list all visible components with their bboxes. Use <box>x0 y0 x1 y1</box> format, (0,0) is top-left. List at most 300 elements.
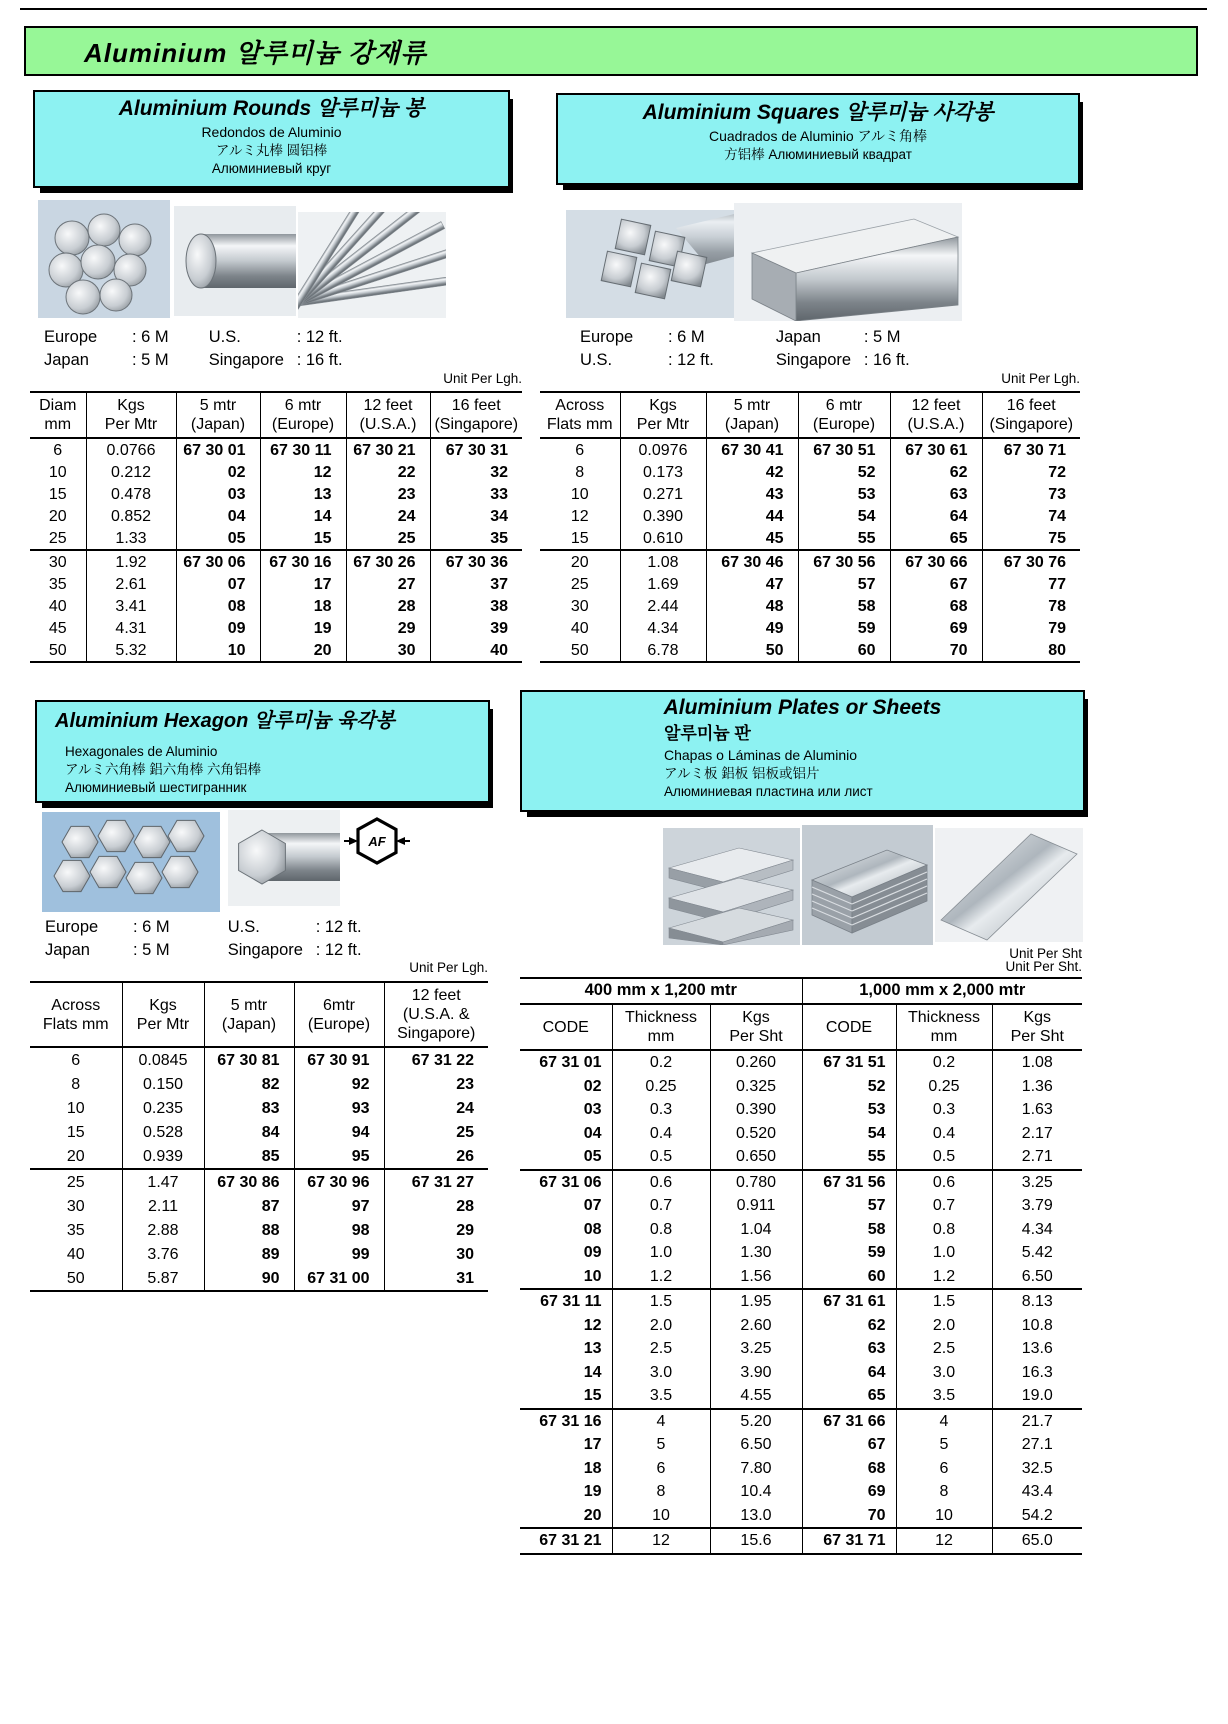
table-cell: 02 <box>176 461 260 483</box>
table-cell: 29 <box>384 1218 488 1242</box>
table-cell: 28 <box>384 1194 488 1218</box>
table-cell: 1.95 <box>710 1289 802 1314</box>
table-cell: 10 <box>896 1504 992 1529</box>
table-cell: 95 <box>294 1144 384 1169</box>
rounds-title: Aluminium Rounds 알루미늄 봉 <box>118 97 425 120</box>
length-line <box>228 939 362 962</box>
table-cell: 2.5 <box>612 1337 710 1361</box>
table-cell: 15 <box>66 1123 85 1141</box>
table-cell: 32.5 <box>992 1457 1082 1481</box>
table-cell: 1.63 <box>992 1098 1082 1122</box>
table-cell: 0.5 <box>612 1145 710 1170</box>
table-row <box>520 1384 1082 1409</box>
table-cell: 67 30 91 <box>294 1047 384 1072</box>
squares-length-info <box>580 326 910 372</box>
table-cell: 89 <box>204 1242 294 1266</box>
hexagon-length-col2 <box>228 916 362 962</box>
page-header <box>24 26 1198 76</box>
table-cell: 5.87 <box>122 1266 204 1291</box>
table-cell: 47 <box>706 573 798 595</box>
table-cell: 94 <box>294 1120 384 1144</box>
squares-unit-label: Unit Per Lgh. <box>1001 371 1080 386</box>
rounds-subtitle-es: Redondos de Aluminio <box>201 124 342 140</box>
plates-subtitle-jp: アルミ板 鋁板 铝板或铝片 <box>664 766 820 781</box>
table-row <box>520 1480 1082 1504</box>
table-cell: 42 <box>706 461 798 483</box>
table-cell: 3.41 <box>86 595 176 617</box>
column-header: Kgs Per Mtr <box>620 392 706 438</box>
plates-photo-single-sheet <box>935 828 1083 942</box>
column-header: Kgs Per Sht <box>710 1004 802 1050</box>
length-value: : 6 M <box>133 918 170 936</box>
table-cell: 28 <box>346 595 430 617</box>
table-cell: 13.0 <box>710 1504 802 1529</box>
table-cell: 0.25 <box>612 1075 710 1099</box>
hexagon-photo-bundle <box>42 812 220 912</box>
table-row <box>520 1289 1082 1314</box>
length-region: Singapore <box>208 351 284 369</box>
table-row <box>30 438 522 461</box>
rounds-photo-single-bar <box>174 206 296 316</box>
table-cell: 18 <box>583 1459 602 1477</box>
length-line <box>580 349 714 372</box>
table-cell: 67 30 21 <box>346 438 430 461</box>
table-cell: 67 30 41 <box>706 438 798 461</box>
table-cell: 67 30 11 <box>260 438 346 461</box>
table-cell: 27 <box>346 573 430 595</box>
table-cell: 10 <box>48 463 67 481</box>
length-region: U.S. <box>208 328 241 346</box>
table-cell: 3.25 <box>992 1170 1082 1195</box>
table-cell: 2.44 <box>620 595 706 617</box>
table-cell: 67 31 11 <box>520 1289 612 1314</box>
table-cell: 50 <box>706 639 798 662</box>
table-cell: 6.50 <box>992 1265 1082 1290</box>
squares-photo-single-bar <box>734 203 962 321</box>
table-header-row <box>30 392 522 438</box>
table-row <box>520 1361 1082 1385</box>
table-cell: 1.69 <box>620 573 706 595</box>
table-cell: 1.2 <box>896 1265 992 1290</box>
table-row <box>520 1050 1082 1075</box>
plates-photo-stack-thick <box>663 828 800 945</box>
rounds-length-col1 <box>44 326 169 372</box>
table-cell: 59 <box>802 1241 896 1265</box>
table-cell: 1.47 <box>122 1169 204 1194</box>
table-cell: 67 31 56 <box>802 1170 896 1195</box>
table-cell: 21.7 <box>992 1409 1082 1434</box>
table-cell: 4.34 <box>620 617 706 639</box>
page-title: Aluminium 알루미늄 강재류 <box>84 37 427 68</box>
table-cell: 30 <box>346 639 430 662</box>
squares-subtitle-es: Cuadrados de Aluminio アルミ角棒 <box>708 128 928 144</box>
table-row <box>30 617 522 639</box>
table-cell: 43 <box>706 483 798 505</box>
table-cell: 67 31 61 <box>802 1289 896 1314</box>
table-cell: 1.5 <box>896 1289 992 1314</box>
table-row <box>30 573 522 595</box>
column-header: Kgs Per Sht <box>992 1004 1082 1050</box>
table-cell: 49 <box>706 617 798 639</box>
table-row <box>540 573 1080 595</box>
table-cell: 1.0 <box>896 1241 992 1265</box>
table-cell: 8 <box>71 1075 81 1093</box>
table-row <box>540 527 1080 550</box>
table-cell: 59 <box>798 617 890 639</box>
table-cell: 03 <box>176 483 260 505</box>
table-cell: 12 <box>583 1316 602 1334</box>
rounds-unit-label: Unit Per Lgh. <box>443 371 522 386</box>
table-row <box>540 617 1080 639</box>
plates-table <box>520 977 1082 1555</box>
table-cell: 3.0 <box>896 1361 992 1385</box>
column-header: Kgs Per Mtr <box>86 392 176 438</box>
table-cell: 32 <box>430 461 522 483</box>
hexagon-section-header <box>35 700 490 803</box>
table-cell: 57 <box>798 573 890 595</box>
table-header-row <box>540 392 1080 438</box>
rounds-subtitle-jp: アルミ丸棒 圆铝棒 <box>215 143 328 158</box>
rounds-subtitle-ru: Алюминиевый круг <box>211 161 332 176</box>
table-cell: 67 30 66 <box>890 550 982 573</box>
table-cell: 67 30 01 <box>176 438 260 461</box>
table-cell: 67 30 06 <box>176 550 260 573</box>
table-cell: 64 <box>890 505 982 527</box>
table-cell: 3.5 <box>612 1384 710 1409</box>
table-cell: 35 <box>48 575 67 593</box>
table-cell: 15 <box>570 529 589 547</box>
table-cell: 58 <box>802 1218 896 1242</box>
table-cell: 4 <box>612 1409 710 1434</box>
table-cell: 5.42 <box>992 1241 1082 1265</box>
table-cell: 37 <box>430 573 522 595</box>
table-cell: 3.79 <box>992 1194 1082 1218</box>
table-cell: 1.33 <box>86 527 176 550</box>
table-cell: 6 <box>53 441 63 459</box>
hexagon-subtitle-jp: アルミ六角棒 鋁六角棒 六角铝棒 <box>65 762 261 777</box>
plates-unit-label-image: Unit Per Sht <box>1009 946 1082 961</box>
table-cell: 67 30 56 <box>798 550 890 573</box>
table-cell: 0.2 <box>896 1050 992 1075</box>
table-cell: 98 <box>294 1218 384 1242</box>
table-row <box>520 1145 1082 1170</box>
table-row <box>30 1218 488 1242</box>
table-row <box>30 550 522 573</box>
column-header: 16 feet (Singapore) <box>430 392 522 438</box>
length-value: : 5 M <box>133 941 170 959</box>
table-row <box>540 438 1080 461</box>
table-cell: 4.55 <box>710 1384 802 1409</box>
table-cell: 70 <box>802 1504 896 1529</box>
table-cell: 50 <box>48 641 67 659</box>
table-cell: 44 <box>706 505 798 527</box>
table-cell: 92 <box>294 1072 384 1096</box>
table-cell: 23 <box>346 483 430 505</box>
table-cell: 67 30 81 <box>204 1047 294 1072</box>
table-cell: 30 <box>30 550 86 573</box>
table-row <box>540 461 1080 483</box>
table-cell: 67 30 26 <box>346 550 430 573</box>
column-header: Thickness mm <box>896 1004 992 1050</box>
table-cell: 0.0845 <box>122 1047 204 1072</box>
table-cell: 03 <box>583 1101 602 1118</box>
hexagon-title: Aluminium Hexagon 알루미늄 육각봉 <box>55 710 395 732</box>
table-cell: 29 <box>346 617 430 639</box>
table-cell: 20 <box>48 507 67 525</box>
table-cell: 15.6 <box>710 1528 802 1554</box>
table-cell: 2.88 <box>122 1218 204 1242</box>
table-cell: 67 <box>802 1433 896 1457</box>
table-cell: 0.212 <box>86 461 176 483</box>
table-cell: 20 <box>583 1506 602 1524</box>
table-cell: 10 <box>583 1267 602 1285</box>
length-value: : 16 ft. <box>863 351 910 369</box>
table-cell: 0.5 <box>896 1145 992 1170</box>
rounds-photo-bundle <box>38 200 170 318</box>
table-row <box>30 461 522 483</box>
table-cell: 52 <box>798 461 890 483</box>
table-cell: 40 <box>570 619 589 637</box>
table-cell: 62 <box>890 461 982 483</box>
table-cell: 67 30 51 <box>798 438 890 461</box>
rounds-length-info <box>44 326 343 372</box>
table-row <box>520 1337 1082 1361</box>
table-cell: 16.3 <box>992 1361 1082 1385</box>
table-cell: 4.34 <box>992 1218 1082 1242</box>
table-cell: 52 <box>802 1075 896 1099</box>
table-cell: 83 <box>204 1096 294 1120</box>
column-header: Kgs Per Mtr <box>122 982 204 1047</box>
table-cell: 12 <box>612 1528 710 1554</box>
table-cell: 78 <box>982 595 1080 617</box>
table-cell: 70 <box>890 639 982 662</box>
plates-title: Aluminium Plates or Sheets <box>663 696 942 719</box>
table-row <box>520 1098 1082 1122</box>
table-cell: 26 <box>384 1144 488 1169</box>
table-cell: 0.780 <box>710 1170 802 1195</box>
length-value: : 6 M <box>132 328 169 346</box>
table-cell: 34 <box>430 505 522 527</box>
table-header-row <box>520 1004 1082 1050</box>
table-cell: 10 <box>66 1099 85 1117</box>
table-row <box>520 1314 1082 1338</box>
table-cell: 45 <box>706 527 798 550</box>
table-cell: 67 31 22 <box>384 1047 488 1072</box>
squares-subtitle-ru: 方铝棒 Алюминиевый квадрат <box>724 147 912 162</box>
table-cell: 25 <box>48 529 67 547</box>
table-cell: 8.13 <box>992 1289 1082 1314</box>
table-cell: 0.0976 <box>620 438 706 461</box>
hexagon-length-col1 <box>45 916 170 962</box>
table-cell: 48 <box>706 595 798 617</box>
table-cell: 50 <box>66 1269 85 1287</box>
rounds-table <box>30 391 522 663</box>
table-cell: 67 30 46 <box>706 550 798 573</box>
table-cell: 8 <box>896 1480 992 1504</box>
table-row <box>520 1122 1082 1146</box>
squares-section-header <box>556 93 1080 185</box>
table-row <box>30 1072 488 1096</box>
column-header: 5 mtr (Japan) <box>706 392 798 438</box>
table-cell: 67 30 61 <box>890 438 982 461</box>
length-region: U.S. <box>227 918 260 936</box>
length-line <box>209 349 343 372</box>
table-cell: 0.478 <box>86 483 176 505</box>
table-cell: 25 <box>30 1169 122 1194</box>
table-cell: 90 <box>204 1266 294 1291</box>
table-cell: 0.325 <box>710 1075 802 1099</box>
length-value: : 16 ft. <box>296 351 343 369</box>
table-cell: 25 <box>384 1120 488 1144</box>
length-line <box>209 326 343 349</box>
table-cell: 09 <box>583 1244 602 1261</box>
table-cell: 6 <box>575 441 585 459</box>
length-line <box>580 326 714 349</box>
table-cell: 15 <box>260 527 346 550</box>
length-line <box>776 326 910 349</box>
table-cell: 79 <box>982 617 1080 639</box>
table-row <box>30 639 522 662</box>
table-cell: 20 <box>260 639 346 662</box>
column-header: 6 mtr (Europe) <box>798 392 890 438</box>
table-row <box>520 1409 1082 1434</box>
hexagon-subtitle-ru: Алюминиевый шестигранник <box>65 780 247 795</box>
table-cell: 82 <box>204 1072 294 1096</box>
hexagon-table <box>30 981 488 1292</box>
table-cell: 3.25 <box>710 1337 802 1361</box>
column-header: CODE <box>802 1004 896 1050</box>
table-cell: 0.8 <box>612 1218 710 1242</box>
plates-title-kr: 알루미늄 판 <box>664 724 751 743</box>
table-row <box>30 483 522 505</box>
table-cell: 02 <box>583 1077 602 1095</box>
table-cell: 85 <box>204 1144 294 1169</box>
table-cell: 12 <box>570 507 589 525</box>
table-cell: 0.173 <box>620 461 706 483</box>
table-cell: 67 31 01 <box>539 1054 602 1071</box>
length-value: : 6 M <box>668 328 705 346</box>
table-cell: 14 <box>260 505 346 527</box>
hexagon-unit-label: Unit Per Lgh. <box>409 960 488 975</box>
table-cell: 23 <box>384 1072 488 1096</box>
column-header: Diam mm <box>30 392 86 438</box>
table-cell: 68 <box>890 595 982 617</box>
table-cell: 72 <box>982 461 1080 483</box>
table-cell: 58 <box>798 595 890 617</box>
table-cell: 67 31 27 <box>384 1169 488 1194</box>
plates-unit-label: Unit Per Sht. <box>1005 959 1082 974</box>
table-cell: 10.4 <box>710 1480 802 1504</box>
table-cell: 04 <box>176 505 260 527</box>
table-cell: 3.0 <box>612 1361 710 1385</box>
table-cell: 73 <box>982 483 1080 505</box>
table-row <box>30 1266 488 1291</box>
table-cell: 0.235 <box>122 1096 204 1120</box>
table-cell: 45 <box>48 619 67 637</box>
table-cell: 6.78 <box>620 639 706 662</box>
table-cell: 1.56 <box>710 1265 802 1290</box>
table-cell: 55 <box>798 527 890 550</box>
table-cell: 67 30 76 <box>982 550 1080 573</box>
table-row <box>520 1218 1082 1242</box>
column-header: 16 feet (Singapore) <box>982 392 1080 438</box>
table-row <box>30 595 522 617</box>
table-cell: 2.61 <box>86 573 176 595</box>
table-row <box>520 1170 1082 1195</box>
table-cell: 07 <box>176 573 260 595</box>
table-cell: 2.60 <box>710 1314 802 1338</box>
table-cell: 0.390 <box>620 505 706 527</box>
table-size-header-row <box>520 978 1082 1004</box>
table-cell: 69 <box>890 617 982 639</box>
table-cell: 84 <box>204 1120 294 1144</box>
table-cell: 12 <box>896 1528 992 1554</box>
table-cell: 0.3 <box>612 1098 710 1122</box>
table-row <box>520 1528 1082 1554</box>
table-cell: 04 <box>583 1124 602 1142</box>
table-cell: 40 <box>430 639 522 662</box>
column-header: CODE <box>520 1004 612 1050</box>
table-cell: 24 <box>346 505 430 527</box>
length-value: : 5 M <box>863 328 901 346</box>
table-cell: 3.5 <box>896 1384 992 1409</box>
table-cell: 64 <box>802 1361 896 1385</box>
table-cell: 54 <box>802 1122 896 1146</box>
table-row <box>30 1144 488 1169</box>
table-cell: 67 30 16 <box>260 550 346 573</box>
table-cell: 0.939 <box>122 1144 204 1169</box>
table-cell: 0.8 <box>896 1218 992 1242</box>
table-cell: 30 <box>570 597 589 615</box>
table-cell: 97 <box>294 1194 384 1218</box>
table-cell: 0.6 <box>612 1170 710 1195</box>
table-row <box>30 1047 488 1072</box>
length-line <box>776 349 910 372</box>
table-cell: 65 <box>802 1384 896 1409</box>
table-cell: 67 31 16 <box>520 1409 612 1434</box>
table-cell: 54 <box>798 505 890 527</box>
table-cell: 1.92 <box>86 550 176 573</box>
table-row <box>30 1120 488 1144</box>
table-cell: 0.852 <box>86 505 176 527</box>
table-cell: 4 <box>896 1409 992 1434</box>
table-cell: 0.7 <box>612 1194 710 1218</box>
table-row <box>520 1433 1082 1457</box>
table-cell: 99 <box>294 1242 384 1266</box>
rounds-section-header <box>33 90 510 188</box>
length-region: Japan <box>45 941 90 959</box>
table-cell: 18 <box>260 595 346 617</box>
table-row <box>30 505 522 527</box>
length-region: Europe <box>580 328 634 346</box>
table-cell: 6 <box>612 1457 710 1481</box>
table-cell: 0.390 <box>710 1098 802 1122</box>
rounds-photo-fanned-rods <box>298 212 446 318</box>
table-cell: 22 <box>346 461 430 483</box>
table-cell: 31 <box>384 1266 488 1291</box>
column-header: 12 feet (U.S.A. & Singapore) <box>384 982 488 1047</box>
length-line <box>228 916 362 939</box>
length-region: Europe <box>44 328 98 346</box>
squares-title: Aluminium Squares 알루미늄 사각봉 <box>642 101 994 124</box>
table-row <box>520 1075 1082 1099</box>
table-cell: 13 <box>583 1340 602 1357</box>
hexagon-length-info <box>45 916 362 962</box>
table-size-header: 400 mm x 1,200 mtr <box>520 978 802 1004</box>
column-header: 6mtr (Europe) <box>294 982 384 1047</box>
table-row <box>30 1169 488 1194</box>
table-cell: 1.2 <box>612 1265 710 1290</box>
